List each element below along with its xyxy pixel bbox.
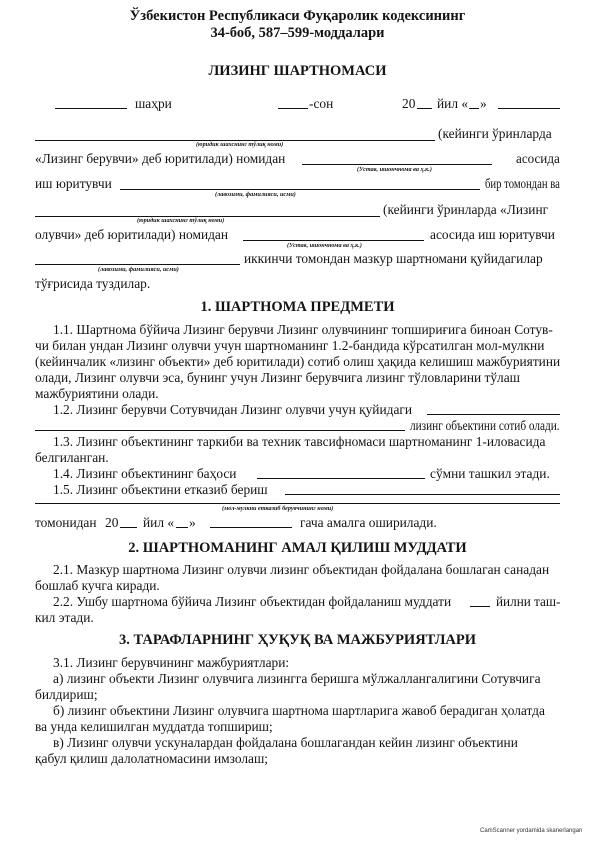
document-title: ЛИЗИНГ ШАРТНОМАСИ <box>208 63 387 79</box>
pb-line-2: ва унда келишилган муддатда топшириш; <box>35 719 273 734</box>
concluded: тўғрисида туздилар. <box>35 276 151 291</box>
p15-end: гача амалга оширилади. <box>300 515 437 530</box>
p21-line-2: бошлаб кучга киради. <box>35 578 160 593</box>
number-label: -сон <box>309 96 334 111</box>
on-basis-acting: асосида иш юритувчи <box>430 227 555 242</box>
pv-line-1: в) Лизинг олувчи ускуналардан фойдалана бошлагандан кейин лизинг объектини <box>53 735 518 750</box>
lessor-called: «Лизинг берувчи» деб юритилади) номидан <box>35 151 286 166</box>
lessee-basis-blank[interactable] <box>243 240 424 241</box>
p15-label: 1.5. Лизинг объектини етказиб бериш <box>53 482 268 497</box>
hint-charter-2: (Устав, ишончнома ва ҳ.к.) <box>287 242 362 249</box>
year-blank[interactable] <box>417 108 432 109</box>
delivery-blank-1[interactable] <box>285 494 560 495</box>
p11-line-1: 1.1. Шартнома бўйича Лизинг берувчи Лизинг олувчининг топшириғига биноан Сотув- <box>53 322 553 337</box>
on-basis: асосида <box>516 151 560 166</box>
hint-legal-name-2: (юридик шахснинг тўлиқ номи) <box>137 217 225 224</box>
p12-line-1: 1.2. Лизинг берувчи Сотувчидан Лизинг олувчи учун қуйидаги <box>53 402 413 417</box>
pa-line-2: билдириш; <box>35 687 98 702</box>
pv-line-2: қабул қилиш далолатномасини имзолаш; <box>35 751 269 766</box>
pa-line-1: а) лизинг объекти Лизинг олувчига лизингга беришга мўлжаллангалигини Сотувчига <box>53 671 541 686</box>
lessee-position-blank[interactable] <box>35 264 240 265</box>
delivery-day-blank[interactable] <box>176 527 188 528</box>
header-line-2: 34-боб, 587–599-моддалари <box>210 25 385 41</box>
hint-position-2: (лавозими, фамилияси, исми) <box>98 266 179 273</box>
delivery-blank-2[interactable] <box>35 503 560 504</box>
year-suffix: йил « <box>437 96 469 111</box>
p14-label: 1.4. Лизинг объектининг баҳоси <box>53 466 237 481</box>
hint-upto-2: (кейинги ўринларда «Лизинг <box>383 202 549 217</box>
delivery-year-prefix: 20 <box>105 515 119 530</box>
lessor-basis-blank[interactable] <box>302 164 492 165</box>
header-line-1: Ўзбекистон Республикаси Фуқаролик кодексининг <box>129 8 466 24</box>
city-label: шаҳри <box>135 96 172 111</box>
quote-close: » <box>480 96 487 111</box>
lessor-position-blank[interactable] <box>120 189 480 190</box>
section1-heading: 1. ШАРТНОМА ПРЕДМЕТИ <box>200 299 395 315</box>
second-side: иккинчи томондан мазкур шартномани қуйидагилар <box>244 251 543 266</box>
month-blank[interactable] <box>498 108 560 109</box>
p11-line-2: чи билан ундан Лизинг олувчи учун шартноманинг 1.2-бандида кўрсатилган мол-мулкни <box>35 338 545 353</box>
scanner-watermark: CamScanner yordamida skanerlangan <box>480 828 583 834</box>
p14-suffix: сўмни ташкил этади. <box>430 466 550 481</box>
section2-heading: 2. ШАРТНОМАНИНГ АМАЛ ҚИЛИШ МУДДАТИ <box>128 540 467 556</box>
lessee-called: олувчи» деб юритилади) номидан <box>35 227 229 242</box>
acting-label: иш юритувчи <box>35 176 112 191</box>
section3-heading: 3. ТАРАФЛАРНИНГ ҲУҚУҚ ВА МАЖБУРИЯТЛАРИ <box>118 632 477 648</box>
hint-charter: (Устав, ишончнома ва ҳ.к.) <box>357 166 432 173</box>
property-blank-1[interactable] <box>427 414 560 415</box>
delivery-year-blank[interactable] <box>120 527 137 528</box>
number-blank[interactable] <box>278 108 308 109</box>
p13-line-2: белгиланган. <box>35 450 109 465</box>
hint-upto: (кейинги ўринларда <box>438 126 552 141</box>
delivery-quote-close: » <box>189 515 196 530</box>
p11-line-4: олади, Лизинг олувчи эса, бунинг учун Лизинг берувчига лизинг тўловларини тўлаш <box>35 370 520 385</box>
p21-line-1: 2.1. Мазкур шартнома Лизинг олувчи лизинг объектидан фойдалана бошлаган санадан <box>53 562 550 577</box>
delivery-month-blank[interactable] <box>210 527 292 528</box>
p22-label: 2.2. Ушбу шартнома бўйича Лизинг объектидан фойдаланиш муддати <box>53 594 452 609</box>
p31: 3.1. Лизинг берувчининг мажбуриятлари: <box>53 655 290 670</box>
one-side-and: бир томондан ва <box>485 176 560 191</box>
p11-line-5: мажбуриятини олади. <box>35 386 159 401</box>
city-blank[interactable] <box>55 108 127 109</box>
hint-position: (лавозими, фамилияси, исми) <box>215 191 296 198</box>
p12-line-2: лизинг объектини сотиб олади. <box>410 418 560 433</box>
year-prefix: 20 <box>402 96 416 111</box>
day-blank[interactable] <box>469 108 479 109</box>
pb-line-1: б) лизинг объектини Лизинг олувчига шартнома шартларига жавоб берадиган ҳолатда <box>53 703 545 718</box>
property-blank-2[interactable] <box>35 430 405 431</box>
term-blank[interactable] <box>470 606 490 607</box>
p22-suffix: йилни таш- <box>496 594 561 609</box>
price-blank[interactable] <box>257 478 425 479</box>
hint-legal-name: (юридик шахснинг тўлиқ номи) <box>196 141 284 148</box>
delivery-year-mid: йил « <box>143 515 175 530</box>
p11-line-3: (кейинчалик «лизинг объекти» деб юритилади) сотиб олиш ҳақида келишиш мажбуриятини <box>35 354 561 369</box>
side-label: томонидан <box>35 515 97 530</box>
p13-line-1: 1.3. Лизинг объектининг таркиби ва техник тавсифномаси шартноманинг 1-иловасида <box>53 434 546 449</box>
p22-line-2: кил этади. <box>35 610 94 625</box>
hint-property: (мол-мулкни етказиб берувчининг номи) <box>222 505 334 512</box>
